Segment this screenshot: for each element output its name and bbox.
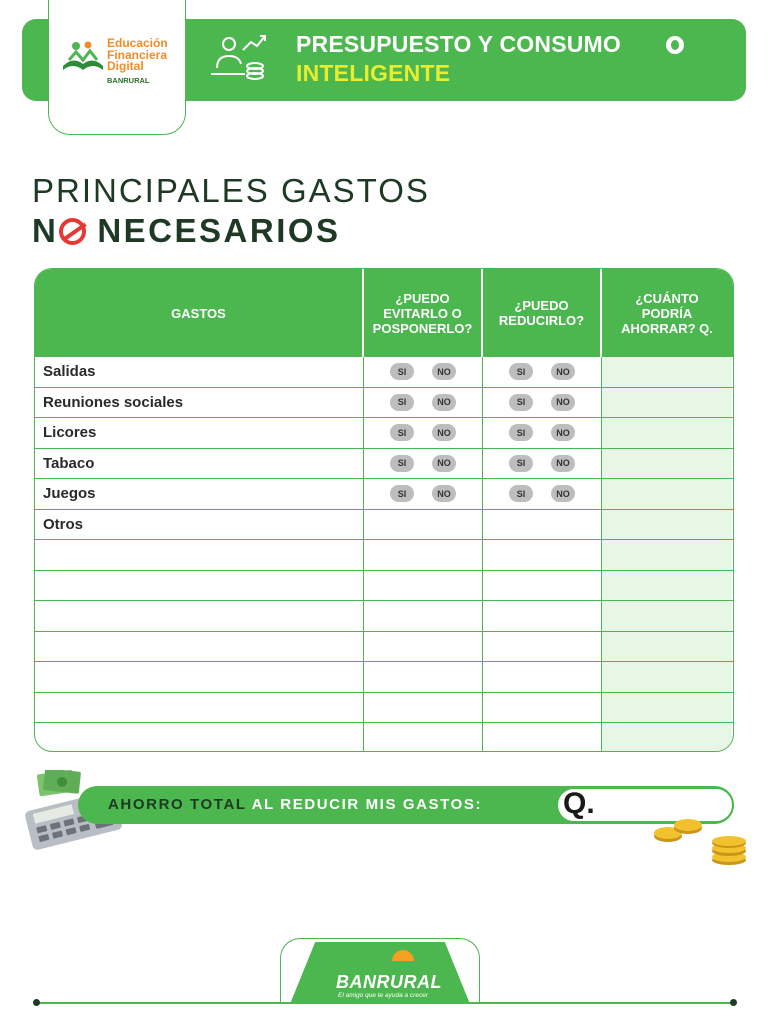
reducir-option-cell bbox=[483, 540, 602, 570]
expense-name-cell bbox=[35, 601, 364, 631]
coins-icon bbox=[650, 816, 706, 848]
evitar-no-option[interactable]: NO bbox=[432, 363, 456, 380]
evitar-option-cell bbox=[364, 357, 483, 387]
reducir-option-cell bbox=[483, 601, 602, 631]
title-word-necesarios: NECESARIOS bbox=[97, 212, 341, 249]
expense-name-cell: Juegos bbox=[35, 479, 364, 509]
savings-amount-cell[interactable] bbox=[602, 571, 732, 601]
header-gastos: GASTOS bbox=[35, 269, 364, 357]
table-row bbox=[35, 479, 733, 510]
expense-name-cell bbox=[35, 571, 364, 601]
expense-name-cell: Licores bbox=[35, 418, 364, 448]
evitar-option-cell bbox=[364, 571, 483, 601]
evitar-option-cell bbox=[364, 723, 483, 752]
expense-name-cell: Otros bbox=[35, 510, 364, 540]
reducir-option-cell bbox=[483, 571, 602, 601]
table-row bbox=[35, 601, 733, 632]
savings-amount-cell[interactable] bbox=[602, 632, 732, 662]
evitar-option-cell bbox=[364, 601, 483, 631]
evitar-option-cell bbox=[364, 449, 483, 479]
expenses-table bbox=[34, 268, 734, 752]
title-letter-n: N bbox=[32, 212, 59, 249]
evitar-option-cell bbox=[364, 418, 483, 448]
lightbulb-icon bbox=[666, 36, 684, 54]
footer-brand-name: BANRURAL bbox=[336, 972, 442, 992]
logo-line-1: Educación bbox=[107, 36, 168, 50]
header-subtitle: INTELIGENTE bbox=[296, 60, 451, 86]
savings-amount-cell[interactable] bbox=[602, 418, 732, 448]
reducir-option-cell bbox=[483, 693, 602, 723]
reducir-si-option[interactable]: SI bbox=[509, 455, 533, 472]
coins-stack-icon bbox=[708, 836, 750, 866]
reducir-option-cell bbox=[483, 510, 602, 540]
expense-name-cell: Reuniones sociales bbox=[35, 388, 364, 418]
table-row bbox=[35, 723, 733, 752]
table-row bbox=[35, 510, 733, 541]
reducir-option-cell bbox=[483, 723, 602, 752]
savings-amount-cell[interactable] bbox=[602, 540, 732, 570]
total-savings-rest: AL REDUCIR MIS GASTOS: bbox=[246, 796, 483, 813]
evitar-si-option[interactable]: SI bbox=[390, 424, 414, 441]
evitar-si-option[interactable]: SI bbox=[390, 363, 414, 380]
reducir-option-cell bbox=[483, 662, 602, 692]
table-row bbox=[35, 693, 733, 724]
logo-line-3: Digital bbox=[107, 59, 144, 73]
evitar-no-option[interactable]: NO bbox=[432, 394, 456, 411]
total-savings-label bbox=[108, 796, 482, 813]
page-title-line-2 bbox=[32, 212, 341, 250]
evitar-option-cell bbox=[364, 662, 483, 692]
reducir-si-option[interactable]: SI bbox=[509, 363, 533, 380]
total-currency: Q. bbox=[563, 787, 595, 820]
savings-amount-cell[interactable] bbox=[602, 357, 732, 387]
evitar-si-option[interactable]: SI bbox=[390, 455, 414, 472]
table-row bbox=[35, 449, 733, 480]
reducir-option-cell bbox=[483, 418, 602, 448]
header-reducir: ¿PUEDO REDUCIRLO? bbox=[483, 269, 602, 357]
evitar-option-cell bbox=[364, 693, 483, 723]
evitar-si-option[interactable]: SI bbox=[390, 394, 414, 411]
footer-slogan: El amigo que te ayuda a crecer bbox=[338, 992, 428, 999]
reducir-option-cell bbox=[483, 357, 602, 387]
person-with-coins-icon bbox=[205, 30, 269, 84]
savings-amount-cell[interactable] bbox=[602, 388, 732, 418]
expense-name-cell bbox=[35, 632, 364, 662]
reducir-option-cell bbox=[483, 388, 602, 418]
table-row bbox=[35, 418, 733, 449]
table-header bbox=[35, 269, 733, 357]
footer-dot-right bbox=[730, 999, 737, 1006]
reducir-option-cell bbox=[483, 449, 602, 479]
expense-name-cell bbox=[35, 693, 364, 723]
header-ahorrar: ¿CUÁNTO PODRÍA AHORRAR? Q. bbox=[621, 290, 713, 336]
logo-subtitle: BANRURAL bbox=[107, 76, 150, 85]
education-logo-icon bbox=[61, 40, 105, 74]
savings-amount-cell[interactable] bbox=[602, 662, 732, 692]
expense-name-cell bbox=[35, 723, 364, 752]
reducir-no-option[interactable]: NO bbox=[551, 394, 575, 411]
evitar-si-option[interactable]: SI bbox=[390, 485, 414, 502]
footer-dot-left bbox=[33, 999, 40, 1006]
table-row bbox=[35, 571, 733, 602]
header-title: PRESUPUESTO Y CONSUMO bbox=[296, 31, 621, 57]
evitar-option-cell bbox=[364, 632, 483, 662]
savings-amount-cell[interactable] bbox=[602, 479, 732, 509]
table-row bbox=[35, 662, 733, 693]
table-body bbox=[35, 357, 733, 752]
expense-name-cell: Tabaco bbox=[35, 449, 364, 479]
logo-line-2: Financiera bbox=[107, 47, 168, 62]
savings-amount-cell[interactable] bbox=[602, 723, 732, 752]
logo-card bbox=[48, 0, 186, 135]
savings-amount-cell[interactable] bbox=[602, 693, 732, 723]
evitar-no-option[interactable]: NO bbox=[432, 455, 456, 472]
evitar-no-option[interactable]: NO bbox=[432, 485, 456, 502]
evitar-option-cell bbox=[364, 479, 483, 509]
savings-amount-cell[interactable] bbox=[602, 601, 732, 631]
reducir-option-cell bbox=[483, 479, 602, 509]
table-row bbox=[35, 540, 733, 571]
expense-name-cell: Salidas bbox=[35, 357, 364, 387]
reducir-no-option[interactable]: NO bbox=[551, 455, 575, 472]
reducir-si-option[interactable]: SI bbox=[509, 485, 533, 502]
reducir-option-cell bbox=[483, 632, 602, 662]
reducir-no-option[interactable]: NO bbox=[551, 424, 575, 441]
no-entry-sign-icon bbox=[59, 218, 86, 245]
reducir-no-option[interactable]: NO bbox=[551, 363, 575, 380]
table-row bbox=[35, 632, 733, 663]
expense-name-cell bbox=[35, 540, 364, 570]
total-savings-strong: AHORRO TOTAL bbox=[108, 796, 247, 813]
evitar-no-option[interactable]: NO bbox=[432, 424, 456, 441]
page-title-line-1: PRINCIPALES GASTOS bbox=[32, 172, 430, 209]
evitar-option-cell bbox=[364, 510, 483, 540]
evitar-option-cell bbox=[364, 388, 483, 418]
table-row bbox=[35, 388, 733, 419]
reducir-si-option[interactable]: SI bbox=[509, 424, 533, 441]
reducir-si-option[interactable]: SI bbox=[509, 394, 533, 411]
header-evitar: ¿PUEDO EVITARLO O POSPONERLO? bbox=[364, 269, 483, 357]
savings-amount-cell[interactable] bbox=[602, 449, 732, 479]
logo-text bbox=[107, 38, 187, 73]
table-row bbox=[35, 357, 733, 388]
savings-amount-cell[interactable] bbox=[602, 510, 732, 540]
evitar-option-cell bbox=[364, 540, 483, 570]
expense-name-cell bbox=[35, 662, 364, 692]
reducir-no-option[interactable]: NO bbox=[551, 485, 575, 502]
